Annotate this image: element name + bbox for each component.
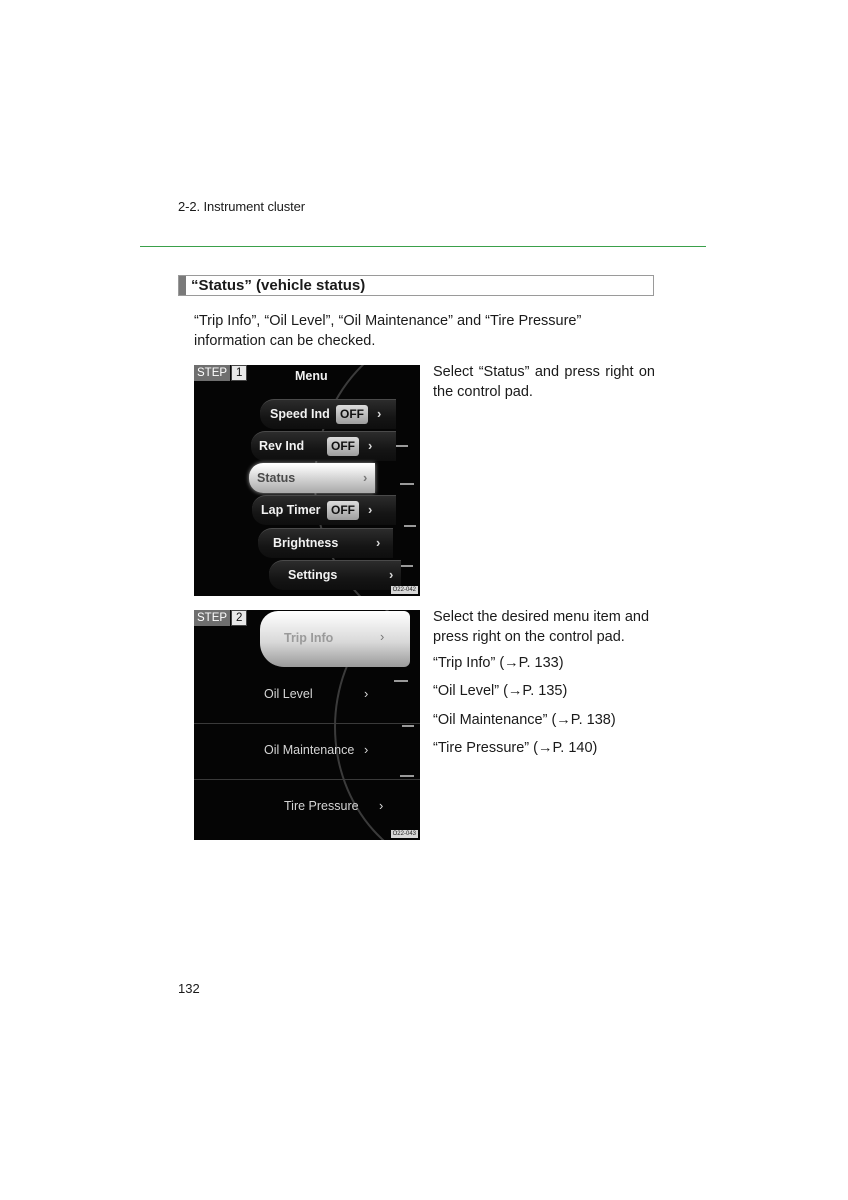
menu-item-rev-ind[interactable] — [251, 431, 396, 461]
chevron-right-icon: › — [368, 438, 373, 453]
gauge-tick — [394, 445, 408, 447]
menu-item-label: Tire Pressure — [284, 799, 359, 813]
off-badge: OFF — [336, 405, 368, 424]
step2-badge — [194, 610, 247, 626]
chevron-right-icon: › — [376, 535, 381, 550]
menu-item-label: Settings — [288, 568, 338, 582]
gauge-tick — [404, 525, 416, 527]
chevron-right-icon: › — [377, 406, 382, 421]
section-header: 2-2. Instrument cluster — [178, 199, 306, 214]
step2-description: Select the desired menu item and press right on the control pad. — [433, 609, 650, 645]
menu-item-label: Trip Info — [284, 631, 334, 645]
menu-title-row — [282, 365, 412, 395]
step-number: 1 — [231, 365, 247, 381]
step1-screen — [194, 365, 420, 596]
chevron-right-icon: › — [389, 567, 394, 582]
step1-badge — [194, 365, 247, 381]
chevron-right-icon: › — [380, 629, 385, 644]
menu-item-label: Oil Maintenance — [264, 743, 355, 757]
chevron-right-icon: › — [368, 502, 373, 517]
menu-item-label: Oil Level — [264, 687, 313, 701]
header-rule — [140, 246, 706, 247]
menu-item-oil-level[interactable] — [194, 668, 420, 722]
chevron-right-icon: › — [364, 742, 369, 757]
menu-item-brightness[interactable] — [258, 528, 393, 558]
intro-text: “Trip Info”, “Oil Level”, “Oil Maintenance” and “Tire Pressure” information can be checked. — [194, 313, 582, 349]
chevron-right-icon: › — [363, 470, 368, 485]
off-badge: OFF — [327, 437, 359, 456]
menu-item-trip-info[interactable] — [260, 611, 410, 667]
menu-item-speed-ind[interactable] — [260, 399, 396, 429]
page-ref-oil-maintenance: “Oil Maintenance” (→P. 138) — [433, 712, 616, 728]
menu-item-lap-timer[interactable] — [252, 495, 396, 525]
page-ref-tire-pressure: “Tire Pressure” (→P. 140) — [433, 740, 598, 756]
off-badge: OFF — [327, 501, 359, 520]
chevron-right-icon: › — [364, 686, 369, 701]
step-word: STEP — [194, 610, 230, 626]
menu-item-label: Speed Ind — [270, 407, 330, 421]
page-number: 132 — [178, 981, 200, 996]
menu-item-label: Status — [257, 471, 296, 485]
gauge-tick — [400, 483, 414, 485]
menu-item-settings[interactable] — [269, 560, 401, 590]
step-number: 2 — [231, 610, 247, 626]
step-word: STEP — [194, 365, 230, 381]
menu-item-oil-maintenance[interactable] — [194, 723, 420, 777]
section-title-box — [178, 275, 654, 296]
figure-code: O22-042 — [392, 587, 416, 593]
page-ref-trip-info: “Trip Info” (→P. 133) — [433, 655, 564, 671]
menu-item-label: Lap Timer — [261, 503, 321, 517]
menu-item-label: Rev Ind — [259, 439, 305, 453]
menu-title: Menu — [295, 369, 328, 383]
menu-item-status[interactable] — [249, 463, 375, 493]
step1-description: Select “Status” and press right on the control pad. — [433, 364, 655, 400]
gauge-tick — [399, 565, 413, 567]
page-ref-oil-level: “Oil Level” (→P. 135) — [433, 683, 568, 699]
menu-item-label: Brightness — [273, 536, 339, 550]
section-title-bar — [179, 276, 186, 295]
section-title: “Status” (vehicle status) — [191, 277, 366, 294]
figure-code: O22-043 — [392, 831, 416, 837]
step2-screen — [194, 610, 420, 840]
menu-item-tire-pressure[interactable] — [194, 779, 420, 833]
chevron-right-icon: › — [379, 798, 384, 813]
